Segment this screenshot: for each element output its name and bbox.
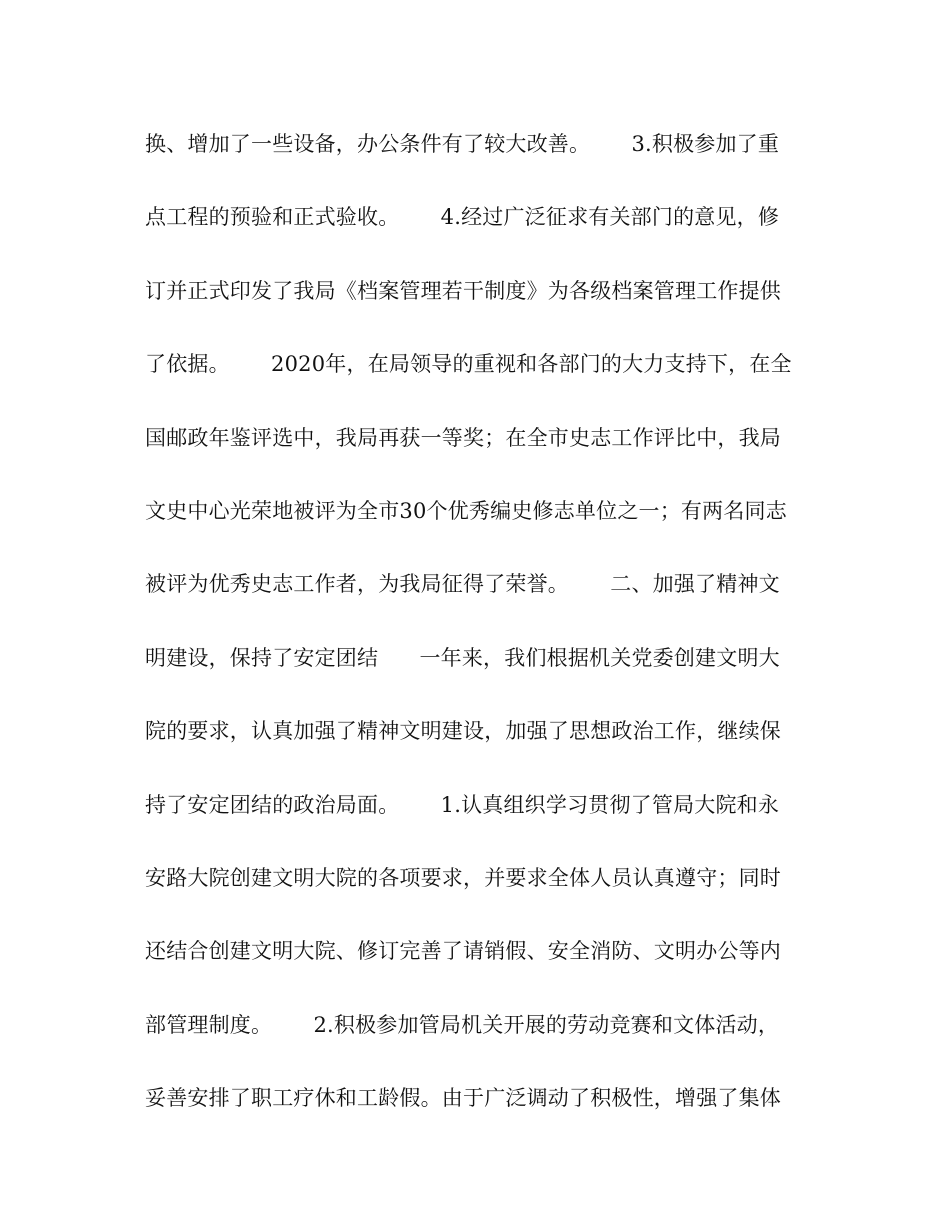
text-line-6: 文史中心光荣地被评为全市30个优秀编史修志单位之一；有两名同志	[145, 498, 787, 523]
text-line-1: 换、增加了一些设备，办公条件有了较大改善。 3.积极参加了重	[145, 132, 780, 156]
text-line-4: 了依据。 2020年，在局领导的重视和各部门的大力支持下，在全	[145, 352, 792, 377]
text-line-2: 点工程的预验和正式验收。 4.经过广泛征求有关部门的意见，修	[145, 205, 780, 230]
text-line-14: 妥善安排了职工疗休和工龄假。由于广泛调动了积极性，增强了集体	[145, 1086, 781, 1111]
text-line-8: 明建设，保持了安定团结 一年来，我们根据机关党委创建文明大	[145, 645, 780, 670]
text-line-7: 被评为优秀史志工作者，为我局征得了荣誉。 二、加强了精神文	[145, 572, 780, 597]
text-line-11: 安路大院创建文明大院的各项要求，并要求全体人员认真遵守；同时	[145, 865, 781, 890]
text-line-13: 部管理制度。 2.积极参加管局机关开展的劳动竞赛和文体活动，	[145, 1012, 780, 1037]
text-line-12: 还结合创建文明大院、修订完善了请销假、安全消防、文明办公等内	[145, 939, 781, 964]
text-line-9: 院的要求，认真加强了精神文明建设，加强了思想政治工作，继续保	[145, 719, 781, 744]
text-line-3: 订并正式印发了我局《档案管理若干制度》为各级档案管理工作提供	[145, 278, 781, 303]
text-line-5: 国邮政年鉴评选中，我局再获一等奖；在全市史志工作评比中，我局	[145, 425, 781, 450]
text-line-10: 持了安定团结的政治局面。 1.认真组织学习贯彻了管局大院和永	[145, 792, 780, 817]
body-text	[145, 124, 815, 1151]
